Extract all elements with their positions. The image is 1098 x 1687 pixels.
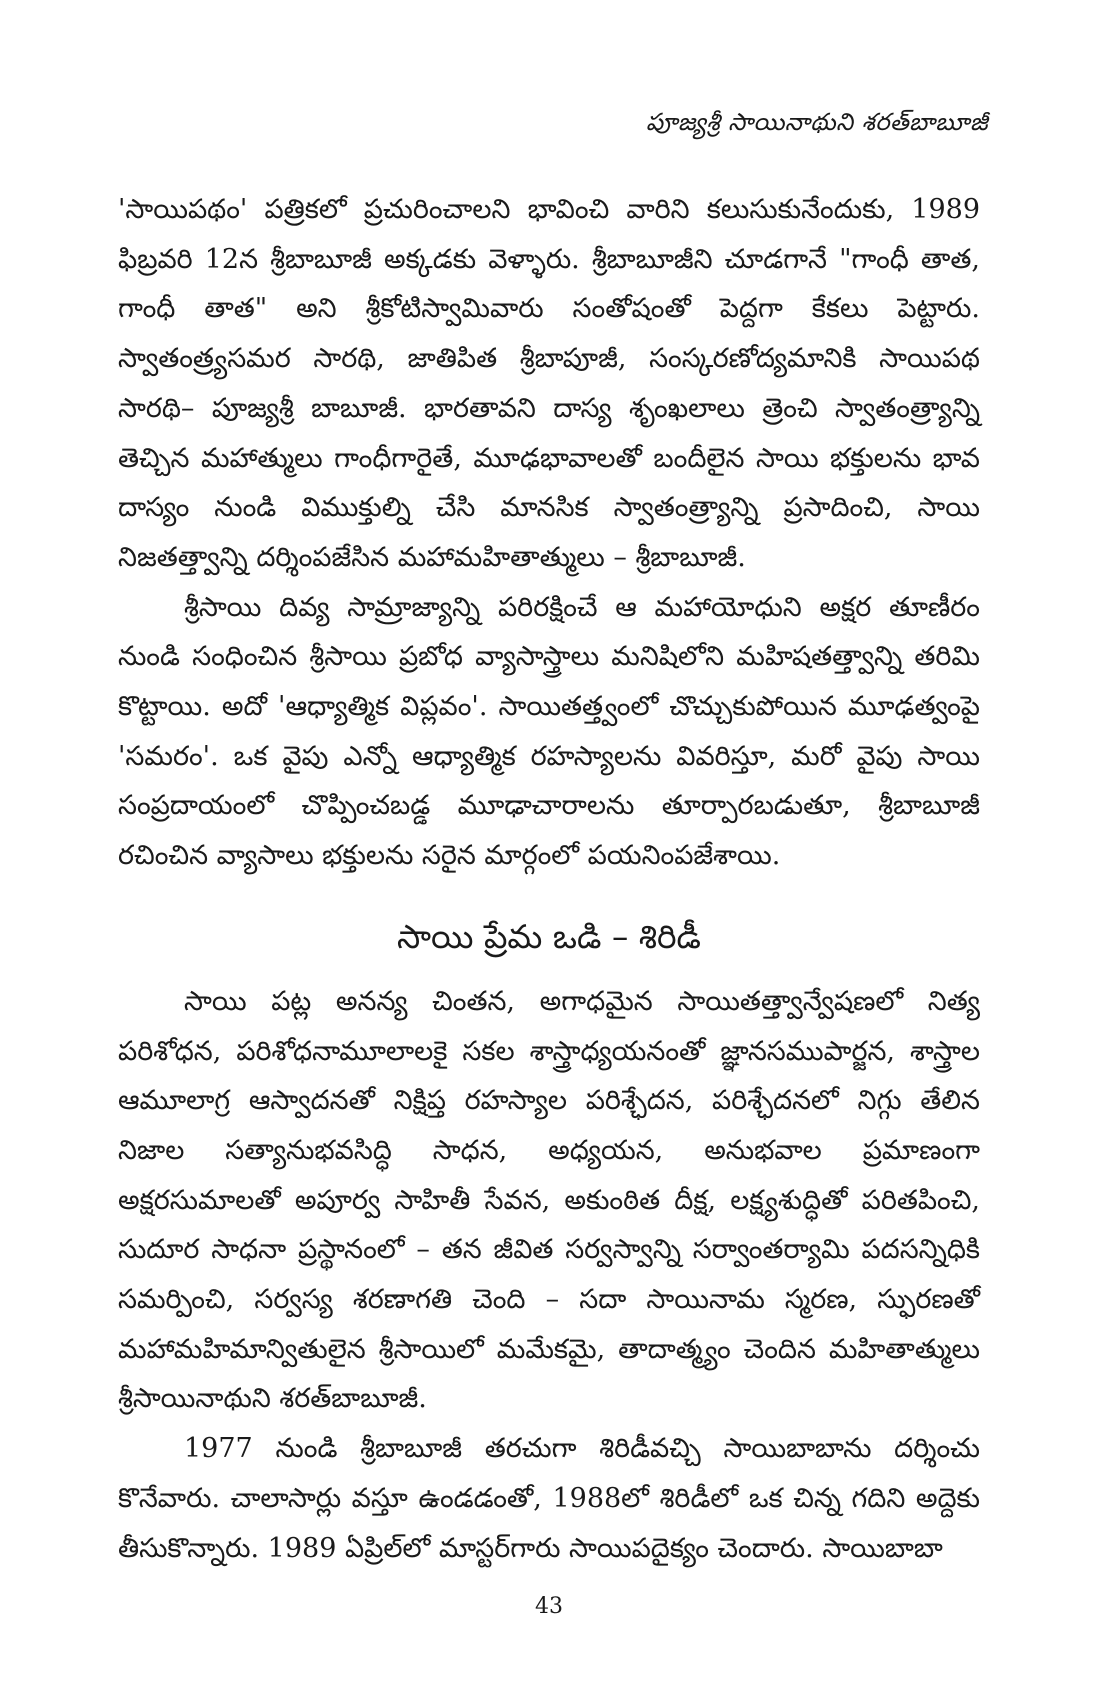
paragraph-saipatham-visit: 'సాయిపథం' పత్రికలో ప్రచురించాలని భావించి వారిని కలుసుకునేందుకు, 1989 ఫిబ్రవరి 12న శ్రీబాబూజీ అక్కడకు వెళ్ళారు. శ్రీబాబూజీని చూడగానే "గాంధీ తాత, గాంధీ తాత" అని శ్రీకోటిస్వామివారు సంతోషంతో పెద్దగా కేకలు పెట్టారు. స్వాతంత్ర్యసమర సారథి, జాతిపిత శ్రీబాపూజీ, సంస్కరణోద్యమానికి సాయిపథ సారథి– పూజ్యశ్రీ బాబూజీ. భారతావని దాస్య శృంఖలాలు త్రెంచి స్వాతంత్ర్యాన్ని తెచ్చిన మహాత్ములు గాంధీగారైతే, మూఢభావాలతో బందీలైన సాయి భక్తులను భావ దాస్యం నుండి విముక్తుల్ని చేసి మానసిక స్వాతంత్ర్యాన్ని ప్రసాదించి, సాయి నిజతత్త్వాన్ని దర్శింపజేసిన మహామహితాత్ములు – శ్రీబాబూజీ. bbox=[118, 194, 980, 573]
paragraph-devotion-and-research: సాయి పట్ల అనన్య చింతన, అగాధమైన సాయితత్త్వాన్వేషణలో నిత్య పరిశోధన, పరిశోధనామూలాలకై సకల శాస్త్రాధ్యయనంతో జ్ఞానసముపార్జన, శాస్త్రాల ఆమూలాగ్ర ఆస్వాదనతో నిక్షిప్త రహస్యాల పరిశ్ఛేదన, పరిశ్ఛేదనలో నిగ్గు తేలిన నిజాల సత్యానుభవసిద్ధి సాధన, అధ్యయన, అనుభవాల ప్రమాణంగా అక్షరసుమాలతో అపూర్వ సాహితీ సేవన, అకుంఠిత దీక్ష, లక్ష్యశుద్ధితో పరితపించి, సుదూర సాధనా ప్రస్థానంలో – తన జీవిత సర్వస్వాన్ని సర్వాంతర్యామి పదసన్నిధికి సమర్పించి, సర్వస్య శరణాగతి చెంది – సదా సాయినామ స్మరణ, స్ఫురణతో మహామహిమాన్వితులైన శ్రీసాయిలో మమేకమై, తాదాత్మ్యం చెందిన మహితాత్ములు శ్రీసాయినాథుని శరత్‌బాబూజీ. bbox=[118, 985, 980, 1415]
page-number: 43 bbox=[535, 1594, 563, 1619]
page-body bbox=[118, 185, 980, 1573]
section-heading: సాయి ప్రేమ ఒడి – శిరిడీ bbox=[397, 916, 701, 956]
paragraph-spiritual-revolution: శ్రీసాయి దివ్య సామ్రాజ్యాన్ని పరిరక్షించే ఆ మహాయోధుని అక్షర తూణీరం నుండి సంధించిన శ్రీసాయి ప్రబోధ వ్యాసాస్త్రాలు మనిషిలోని మహిషతత్త్వాన్ని తరిమి కొట్టాయి. అదో 'ఆధ్యాత్మిక విప్లవం'. సాయితత్త్వంలో చొచ్చుకుపోయిన మూఢత్వంపై 'సమరం'. ఒక వైపు ఎన్నో ఆధ్యాత్మిక రహస్యాలను వివరిస్తూ, మరో వైపు సాయి సంప్రదాయంలో చొప్పించబడ్డ మూఢాచారాలను తూర్పారబడుతూ, శ్రీబాబూజీ రచించిన వ్యాసాలు భక్తులను సరైన మార్గంలో పయనింపజేశాయి. bbox=[118, 591, 980, 872]
running-header-title: పూజ్యశ్రీ సాయినాథుని శరత్‌బాబూజీ bbox=[645, 108, 988, 136]
paragraph-shirdi-visits: 1977 నుండి శ్రీబాబూజీ తరచుగా శిరిడీవచ్చి సాయిబాబాను దర్శించు కొనేవారు. చాలాసార్లు వస్తూ ఉండడంతో, 1988లో శిరిడీలో ఒక చిన్న గదిని అద్దెకు తీసుకొన్నారు. 1989 ఏప్రిల్‌లో మాస్టర్‌గారు సాయిపదైక్యం చెందారు. సాయిబాబా bbox=[118, 1433, 980, 1564]
